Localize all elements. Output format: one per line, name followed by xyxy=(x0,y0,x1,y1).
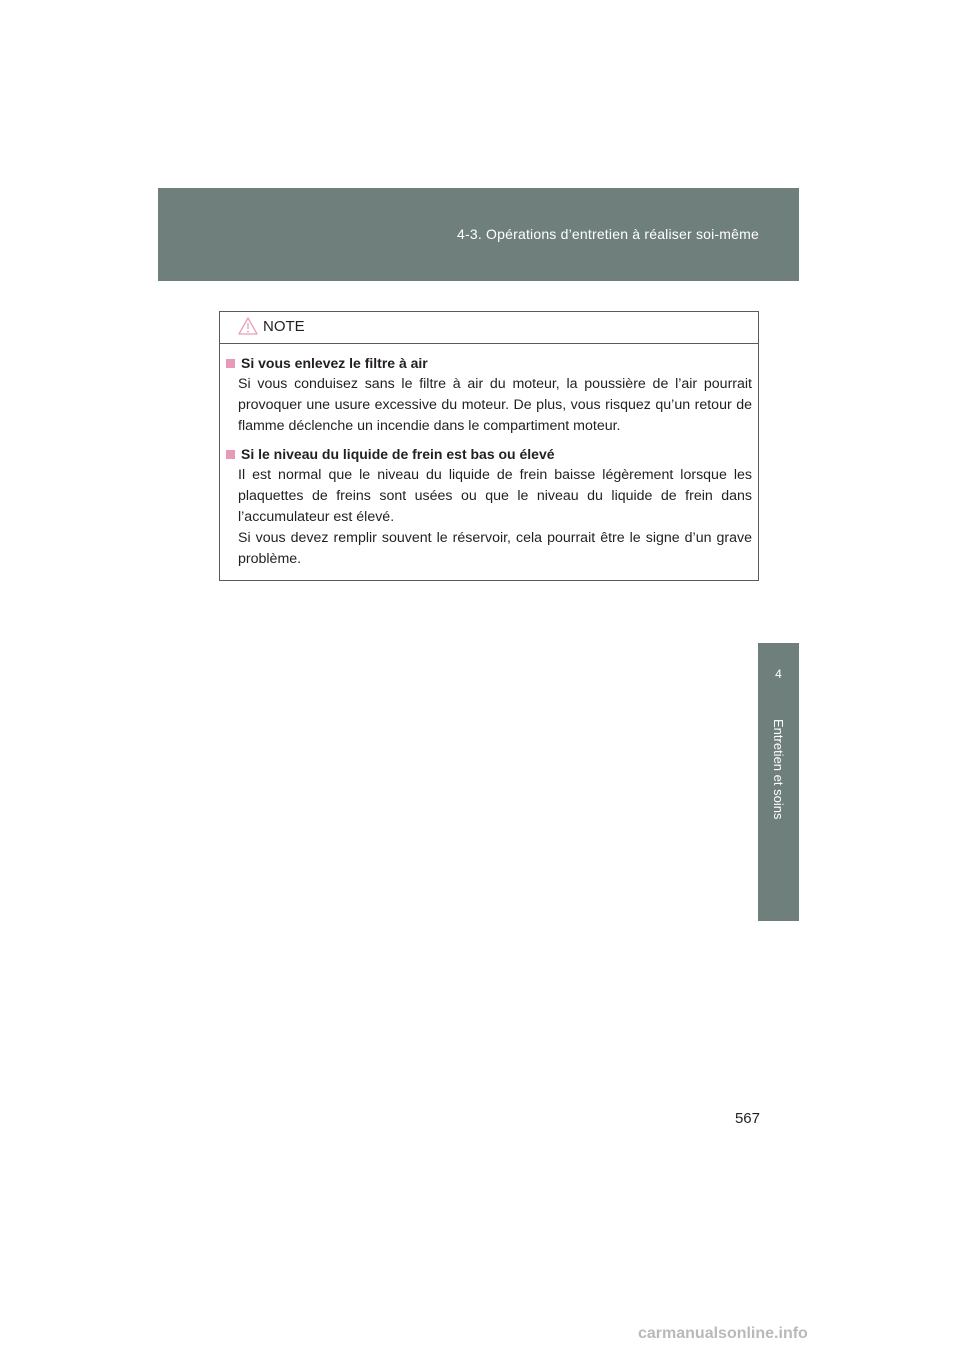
section-text xyxy=(238,374,752,437)
paragraph: Il est normal que le niveau du liquide de frein baisse légèrement lorsque les plaquettes de freins sont usées ou que le niveau du liquide de frein dans l’accumulateur est élevé. xyxy=(238,467,752,525)
note-box xyxy=(219,311,759,581)
chapter-label-tab[interactable] xyxy=(758,705,799,921)
note-header xyxy=(220,312,758,344)
square-bullet-icon xyxy=(226,359,235,368)
page-number: 567 xyxy=(734,1110,760,1127)
header-band xyxy=(158,188,799,281)
section-text xyxy=(238,465,752,570)
note-body xyxy=(220,344,758,570)
chapter-number-tab[interactable]: 4 xyxy=(758,643,799,705)
section-heading xyxy=(226,352,752,374)
paragraph: Si vous conduisez sans le filtre à air du moteur, la poussière de l’air pourrait provoquer une usure excessive du moteur. De plus, vous risquez qu’un retour de flamme déclenche un incendie dans le compartiment moteur. xyxy=(238,376,752,434)
paragraph: Si vous devez remplir souvent le réservoir, cela pourrait être le signe d’un grave problème. xyxy=(238,530,752,567)
square-bullet-icon xyxy=(226,450,235,459)
note-title: NOTE xyxy=(263,318,305,335)
chapter-label: Entretien et soins xyxy=(771,719,786,820)
section-title: 4-3. Opérations d’entretien à réaliser soi-même xyxy=(457,226,759,242)
section-heading-text: Si vous enlevez le filtre à air xyxy=(241,355,428,371)
section-heading-text: Si le niveau du liquide de frein est bas ou élevé xyxy=(241,446,555,462)
watermark: carmanualsonline.info xyxy=(638,1325,808,1342)
section-heading xyxy=(226,443,752,465)
note-section-air-filter xyxy=(226,352,752,437)
note-section-brake-fluid xyxy=(226,443,752,570)
warning-triangle-icon xyxy=(238,317,258,340)
